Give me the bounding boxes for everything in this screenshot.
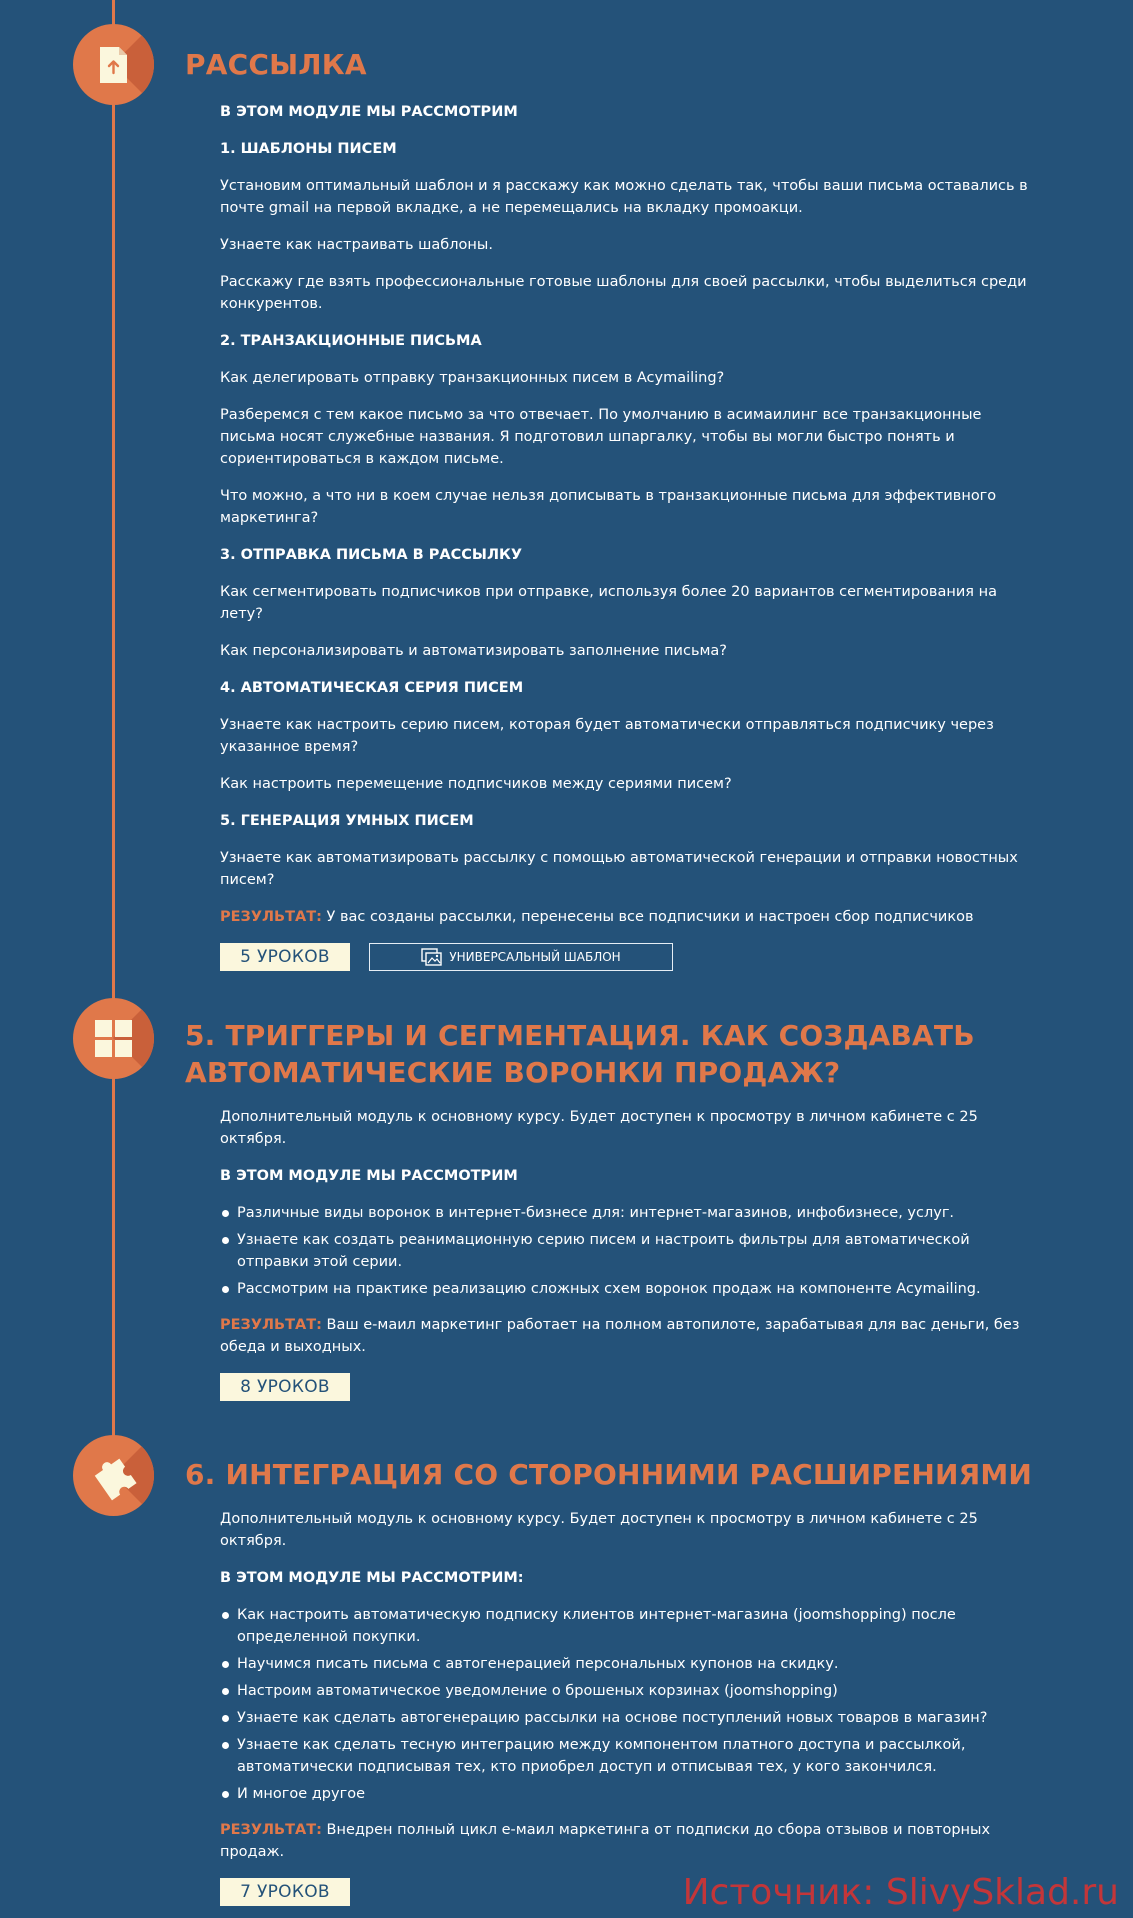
module-title-line-1: 5. ТРИГГЕРЫ И СЕГМЕНТАЦИЯ. КАК СОЗДАВАТЬ <box>185 1019 975 1052</box>
topic-list <box>220 1202 1030 1300</box>
list-item: Научимся писать письма с автогенерацией персональных купонов на скидку. <box>220 1653 1030 1675</box>
subsection-heading: 2. ТРАНЗАКЦИОННЫЕ ПИСЬМА <box>220 333 482 349</box>
list-item: Рассмотрим на практике реализацию сложных схем воронок продаж на компоненте Acymailing. <box>220 1278 1030 1300</box>
paragraph: Расскажу где взять профессиональные готовые шаблоны для своей рассылки, чтобы выделиться среди конкурентов. <box>220 274 1027 312</box>
image-gallery-icon <box>421 948 443 966</box>
result-line <box>220 906 1030 928</box>
result-text: Внедрен полный цикл е-маил маркетинга от подписки до сбора отзывов и повторных продаж. <box>220 1822 991 1860</box>
paragraph: Что можно, а что ни в коем случае нельзя дописывать в транзакционные письма для эффективного маркетинга? <box>220 488 997 526</box>
result-label: РЕЗУЛЬТАТ: <box>220 1317 322 1333</box>
button-row <box>220 943 1030 971</box>
module-icon-mailing <box>73 24 154 105</box>
topic-list <box>220 1604 1030 1805</box>
module-icon-integration <box>73 1435 154 1516</box>
source-watermark: Источник: SlivySklad.ru <box>682 1872 1119 1913</box>
result-text: Ваш е-маил маркетинг работает на полном автопилоте, зарабатывая для вас деньги, без обеда и выходных. <box>220 1317 1020 1355</box>
paragraph: Узнаете как настроить серию писем, которая будет автоматически отправляться подписчику через указанное время? <box>220 717 994 755</box>
module-intro: Дополнительный модуль к основному курсу. Будет доступен к просмотру в личном кабинете с 25 октября. <box>220 1109 978 1147</box>
lessons-button[interactable]: 8 УРОКОВ <box>220 1373 350 1401</box>
subsection-heading: 1. ШАБЛОНЫ ПИСЕМ <box>220 141 397 157</box>
list-item: Узнаете как создать реанимационную серию писем и настроить фильтры для автоматической отправки этой серии. <box>220 1229 1030 1273</box>
lessons-button[interactable]: 5 УРОКОВ <box>220 943 350 971</box>
module-title-line-2: АВТОМАТИЧЕСКИЕ ВОРОНКИ ПРОДАЖ? <box>185 1056 841 1089</box>
universal-template-button[interactable] <box>369 943 673 971</box>
list-item: Узнаете как сделать тесную интеграцию между компонентом платного доступа и рассылкой, автоматически подписывая тех, кто приобрел доступ и отписывая тех, у кого закончился. <box>220 1734 1030 1778</box>
paragraph: Как настроить перемещение подписчиков между сериями писем? <box>220 776 732 792</box>
paragraph: Как делегировать отправку транзакционных писем в Acymailing? <box>220 370 725 386</box>
subsection-heading: 5. ГЕНЕРАЦИЯ УМНЫХ ПИСЕМ <box>220 813 474 829</box>
module-title: РАССЫЛКА <box>185 48 367 81</box>
list-item: Различные виды воронок в интернет-бизнесе для: интернет-магазинов, инфобизнесе, услуг. <box>220 1202 1030 1224</box>
module-icon-triggers <box>73 998 154 1079</box>
paragraph: Как сегментировать подписчиков при отправке, используя более 20 вариантов сегментирования на лету? <box>220 584 997 622</box>
module-body <box>220 1106 1030 1401</box>
timeline-line <box>112 0 115 1455</box>
file-upload-icon <box>73 24 154 105</box>
paragraph: Узнаете как настраивать шаблоны. <box>220 237 493 253</box>
lessons-button[interactable]: 7 УРОКОВ <box>220 1878 350 1906</box>
list-item: Как настроить автоматическую подписку клиентов интернет-магазина (joomshopping) после определенной покупки. <box>220 1604 1030 1648</box>
puzzle-icon <box>73 1435 154 1516</box>
subsection-heading: 4. АВТОМАТИЧЕСКАЯ СЕРИЯ ПИСЕМ <box>220 680 524 696</box>
list-item: Узнаете как сделать автогенерацию рассылки на основе поступлений новых товаров в магазин? <box>220 1707 1030 1729</box>
module-body <box>220 1508 1030 1906</box>
template-button-label: УНИВЕРСАЛЬНЫЙ ШАБЛОН <box>449 950 621 964</box>
result-label: РЕЗУЛЬТАТ: <box>220 909 322 925</box>
section-heading: В ЭТОМ МОДУЛЕ МЫ РАССМОТРИМ <box>220 104 518 120</box>
list-item: Настроим автоматическое уведомление о брошеных корзинах (joomshopping) <box>220 1680 1030 1702</box>
section-heading: В ЭТОМ МОДУЛЕ МЫ РАССМОТРИМ <box>220 1168 518 1184</box>
module-body <box>220 101 1030 971</box>
subsection-heading: 3. ОТПРАВКА ПИСЬМА В РАССЫЛКУ <box>220 547 523 563</box>
grid-icon <box>73 998 154 1079</box>
button-row <box>220 1373 1030 1401</box>
paragraph: Установим оптимальный шаблон и я расскажу как можно сделать так, чтобы ваши письма оставались в почте gmail на первой вкладке, а не перемещались на вкладку промоакци. <box>220 178 1028 216</box>
result-line <box>220 1314 1030 1358</box>
result-label: РЕЗУЛЬТАТ: <box>220 1822 322 1838</box>
module-title: 6. ИНТЕГРАЦИЯ СО СТОРОННИМИ РАСШИРЕНИЯМИ <box>185 1458 1033 1491</box>
module-intro: Дополнительный модуль к основному курсу. Будет доступен к просмотру в личном кабинете с 25 октября. <box>220 1511 978 1549</box>
result-text: У вас созданы рассылки, перенесены все подписчики и настроен сбор подписчиков <box>321 909 974 925</box>
list-item: И многое другое <box>220 1783 1030 1805</box>
section-heading: В ЭТОМ МОДУЛЕ МЫ РАССМОТРИМ: <box>220 1570 524 1586</box>
paragraph: Узнаете как автоматизировать рассылку с помощью автоматической генерации и отправки новостных писем? <box>220 850 1018 888</box>
module-title <box>185 1017 975 1091</box>
result-line <box>220 1819 1030 1863</box>
paragraph: Как персонализировать и автоматизировать заполнение письма? <box>220 643 728 659</box>
paragraph: Разберемся с тем какое письмо за что отвечает. По умолчанию в асимаилинг все транзакционные письма носят служебные названия. Я подготовил шпаргалку, чтобы вы могли быстро понять и сориентироваться в каждом письме. <box>220 407 982 467</box>
